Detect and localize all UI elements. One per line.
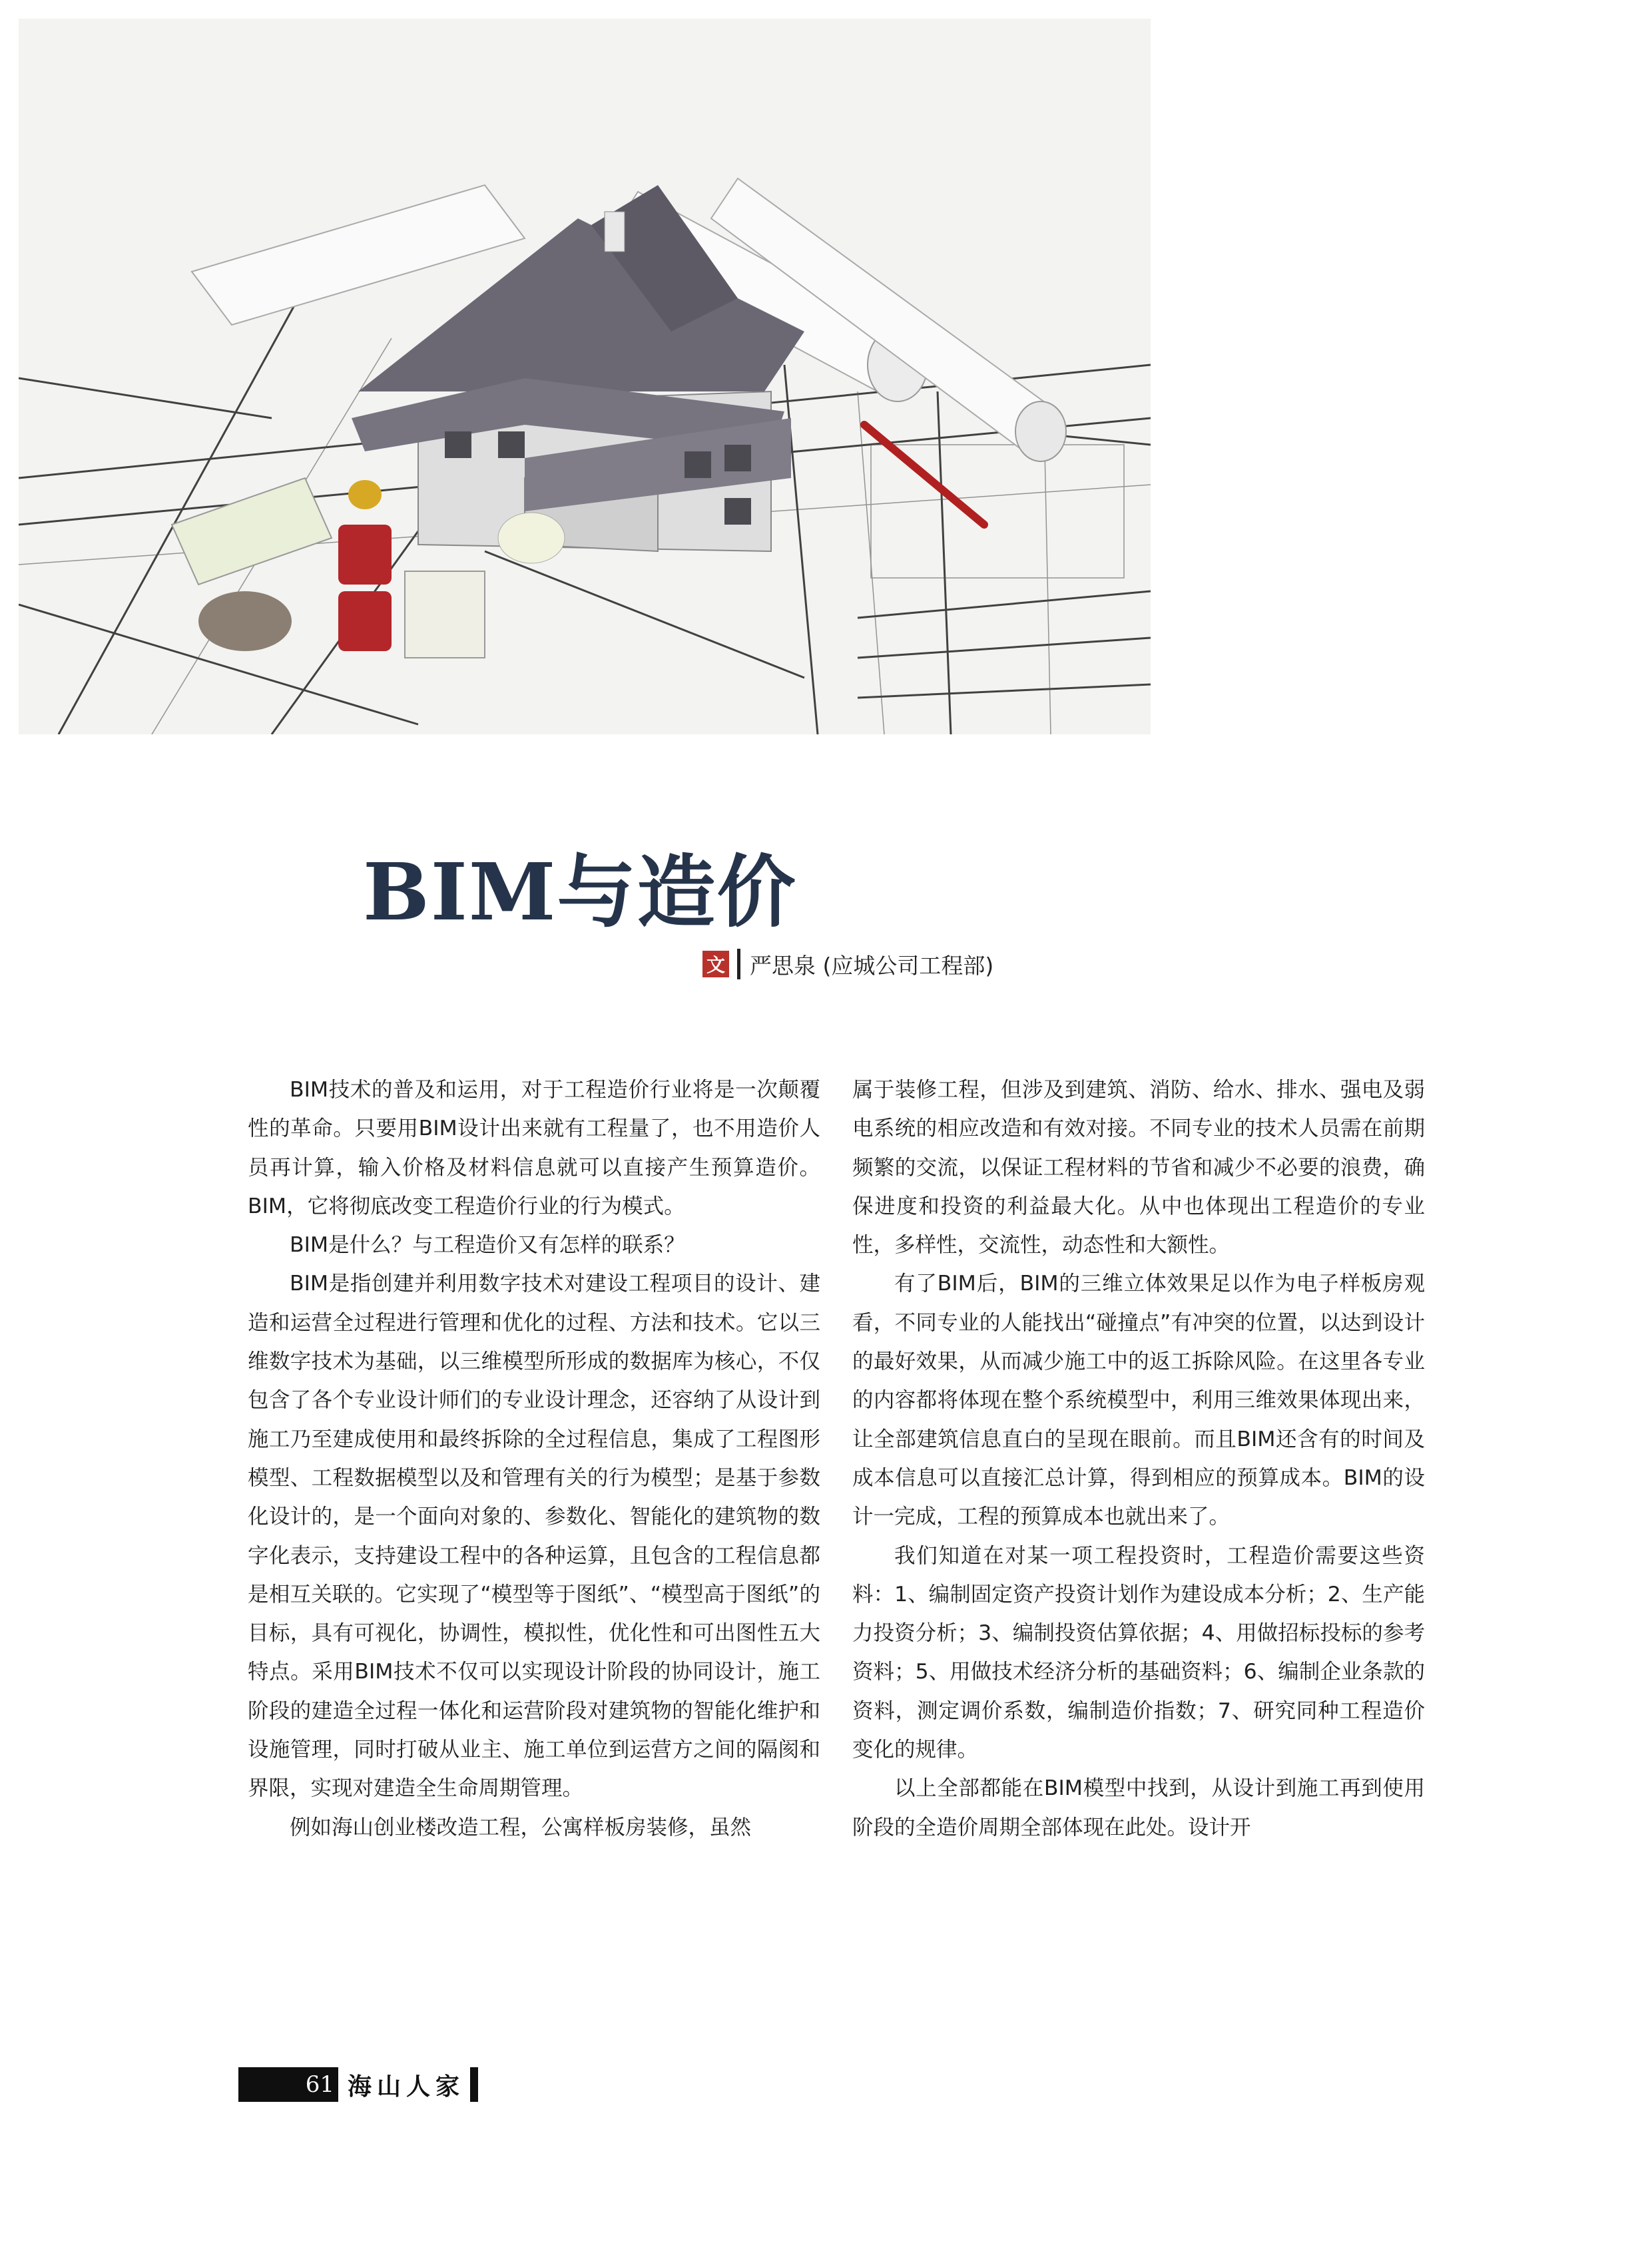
paragraph: 有了BIM后，BIM的三维立体效果足以作为电子样板房观看，不同专业的人能找出“碰撞点”有冲突的位置，以达到设计的最好效果，从而减少施工中的返工拆除风险。在这里各专业的内容都将体现在整个系统模型中，利用三维效果体现出来，让全部建筑信息直白的呈现在眼前。而且BIM还含有的时间及成本信息可以直接汇总计算，得到相应的预算成本。BIM的设计一完成，工程的预算成本也就出来了。	[852, 1272, 1425, 1529]
column-right	[852, 1071, 1425, 1963]
page-number: 61	[238, 2067, 338, 2102]
paragraph: BIM是指创建并利用数字技术对建设工程项目的设计、建造和运营全过程进行管理和优化的过程、方法和技术。它以三维数字技术为基础，以三维模型所形成的数据库为核心，不仅包含了各个专业设计师们的专业设计理念，还容纳了从设计到施工乃至建成使用和最终拆除的全过程信息，集成了工程图形模型、工程数据模型以及和管理有关的行为模型；是基于参数化设计的，是一个面向对象的、参数化、智能化的建筑物的数字化表示，支持建设工程中的各种运算，且包含的工程信息都是相互关联的。它实现了“模型等于图纸”、“模型高于图纸”的目标，具有可视化，协调性，模拟性，优化性和可出图性五大特点。采用BIM技术不仅可以实现设计阶段的协同设计，施工阶段的建造全过程一体化和运营阶段对建筑物的智能化维护和设施管理，同时打破从业主、施工单位到运营方之间的隔阂和界限，实现对建造全生命周期管理。	[248, 1272, 820, 1801]
byline-tag: 文	[702, 951, 729, 977]
paragraph: BIM技术的普及和运用，对于工程造价行业将是一次颠覆性的革命。只要用BIM设计出来就有工程量了，也不用造价人员再计算，输入价格及材料信息就可以直接产生预算造价。BIM，它将彻底改变工程造价行业的行为模式。	[248, 1078, 820, 1218]
paragraph: 我们知道在对某一项工程投资时，工程造价需要这些资料：1、编制固定资产投资计划作为建设成本分析；2、生产能力投资分析；3、编制投资估算依据；4、用做招标投标的参考资料；5、用做技术经济分析的基础资料；6、编制企业条款的资料，测定调价系数，编制造价指数；7、研究同种工程造价变化的规律。	[852, 1543, 1425, 1762]
paragraph: BIM是什么？与工程造价又有怎样的联系？	[290, 1233, 685, 1258]
page-footer	[238, 2067, 478, 2102]
publication-name: 海山人家	[348, 2072, 465, 2101]
byline	[702, 949, 993, 979]
paragraph: 例如海山创业楼改造工程，公寓样板房装修，虽然	[290, 1815, 752, 1840]
footer-end-bar	[470, 2067, 478, 2102]
article-title: BIM与造价	[363, 846, 797, 938]
hero-image	[19, 19, 1151, 734]
byline-divider	[737, 949, 740, 979]
byline-author: 严思泉 (应城公司工程部)	[750, 952, 994, 979]
paragraph: 以上全部都能在BIM模型中找到，从设计到施工再到使用阶段的全造价周期全部体现在此处。设计开	[852, 1776, 1425, 1840]
house-blueprint-illustration	[19, 19, 1151, 734]
column-left	[248, 1071, 820, 1963]
paragraph-continued: 属于装修工程，但涉及到建筑、消防、给水、排水、强电及弱电系统的相应改造和有效对接。不同专业的技术人员需在前期频繁的交流，以保证工程材料的节省和减少不必要的浪费，确保进度和投资的利益最大化。从中也体现出工程造价的专业性，多样性，交流性，动态性和大额性。	[852, 1078, 1425, 1258]
